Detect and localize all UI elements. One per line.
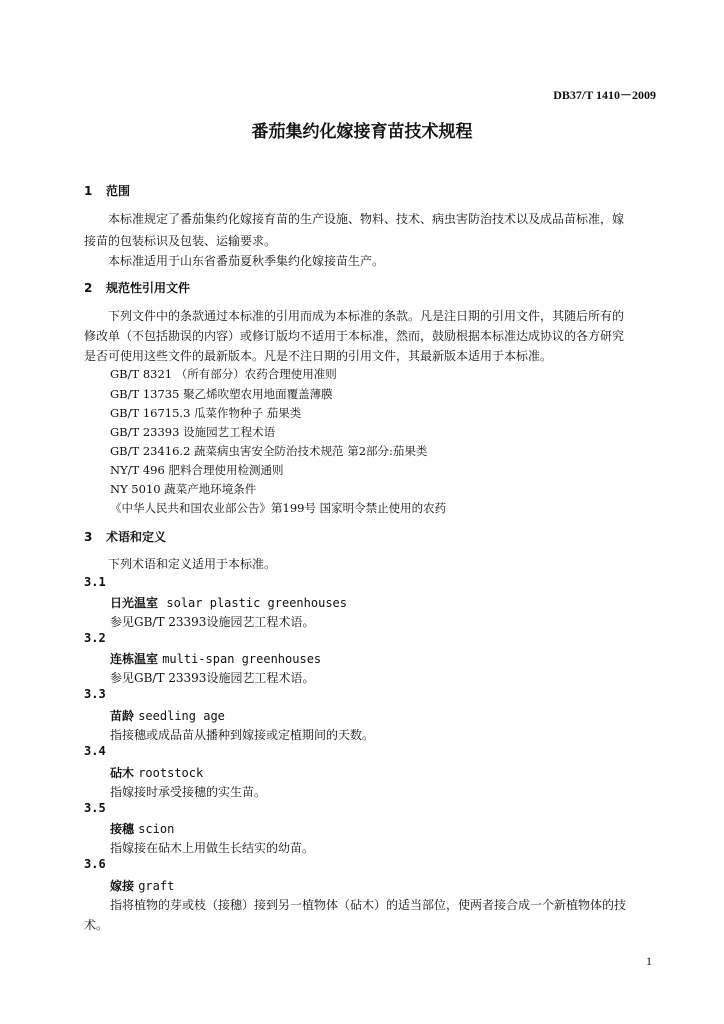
paragraph-line: 修改单（不包括勘误的内容）或修订版均不适用于本标准，然而，鼓励根据本标准达成协议的各方研究 [84,329,625,343]
reference-item: GB/T 8321 （所有部分）农药合理使用准则 [110,367,337,381]
term-number: 3.5 [84,801,106,815]
term-name [110,594,347,611]
term-cn: 日光温室 [110,596,159,610]
term-cn: 连栋温室 [110,652,159,666]
term-en: multi-span greenhouses [162,652,322,666]
section-2-heading [84,279,190,296]
term-definition: 参见GB/T 23393设施园艺工程术语。 [110,671,315,685]
term-cn: 砧木 [110,766,135,780]
reference-item: NY/T 496 肥料合理使用检测通则 [110,463,284,477]
paragraph-line: 本标准适用于山东省番茄夏秋季集约化嫁接苗生产。 [108,254,385,268]
section-number: 2 [84,281,93,295]
term-name [110,650,321,667]
document-title: 番茄集约化嫁接育苗技术规程 [251,122,473,142]
term-definition: 参见GB/T 23393设施园艺工程术语。 [110,615,315,629]
term-definition: 指嫁接时承受接穗的实生苗。 [110,785,267,799]
section-1-heading [84,182,130,199]
section-number: 3 [84,530,93,544]
reference-item: GB/T 13735 聚乙烯吹塑农用地面覆盖薄膜 [110,387,333,401]
term-en: solar plastic greenhouses [166,596,347,610]
term-number: 3.2 [84,631,106,645]
term-definition: 指嫁接在砧木上用做生长结实的幼苗。 [110,841,315,855]
term-number: 3.3 [84,687,106,701]
term-number: 3.6 [84,857,106,871]
term-cn: 接穗 [110,822,135,836]
term-name [110,764,203,781]
term-definition: 指接穗或成品苗从播种到嫁接或定植期间的天数。 [110,728,375,742]
term-definition-continued: 术。 [84,918,109,932]
section-title: 范围 [106,184,131,198]
paragraph-line: 是否可使用这些文件的最新版本。凡是不注日期的引用文件，其最新版本适用于本标准。 [84,349,553,363]
term-cn: 嫁接 [110,879,135,893]
page-number: 1 [646,954,652,968]
reference-item: NY 5010 蔬菜产地环境条件 [110,482,257,496]
paragraph-line: 接苗的包装标识及包装、运输要求。 [84,234,277,248]
reference-item: GB/T 16715.3 瓜菜作物种子 茄果类 [110,406,302,420]
term-name [110,707,225,724]
term-cn: 苗龄 [110,709,135,723]
standard-code: DB37/T 1410－2009 [553,88,656,102]
reference-item: GB/T 23393 设施园艺工程术语 [110,425,276,439]
term-en: rootstock [138,766,204,780]
term-en: seedling age [138,709,225,723]
term-en: scion [138,822,175,836]
term-name [110,877,174,894]
reference-item: 《中华人民共和国农业部公告》第199号 国家明令禁止使用的农药 [110,501,447,515]
term-definition: 指将植物的芽或枝（接穗）接到另一植物体（砧木）的适当部位，使两者接合成一个新植物体的技 [110,898,627,912]
reference-item: GB/T 23416.2 蔬菜病虫害安全防治技术规范 第2部分:茄果类 [110,444,428,458]
paragraph-line: 下列术语和定义适用于本标准。 [108,557,277,571]
term-number: 3.1 [84,575,106,589]
term-en: graft [138,879,175,893]
section-title: 规范性引用文件 [106,281,191,295]
paragraph-line: 下列文件中的条款通过本标准的引用而成为本标准的条款。凡是注日期的引用文件，其随后所有的 [108,309,625,323]
paragraph-line: 本标准规定了番茄集约化嫁接育苗的生产设施、物料、技术、病虫害防治技术以及成品苗标准，嫁 [108,212,625,226]
term-name [110,820,174,837]
section-title: 术语和定义 [106,530,167,544]
section-3-heading [84,528,166,545]
section-number: 1 [84,184,93,198]
term-number: 3.4 [84,744,106,758]
